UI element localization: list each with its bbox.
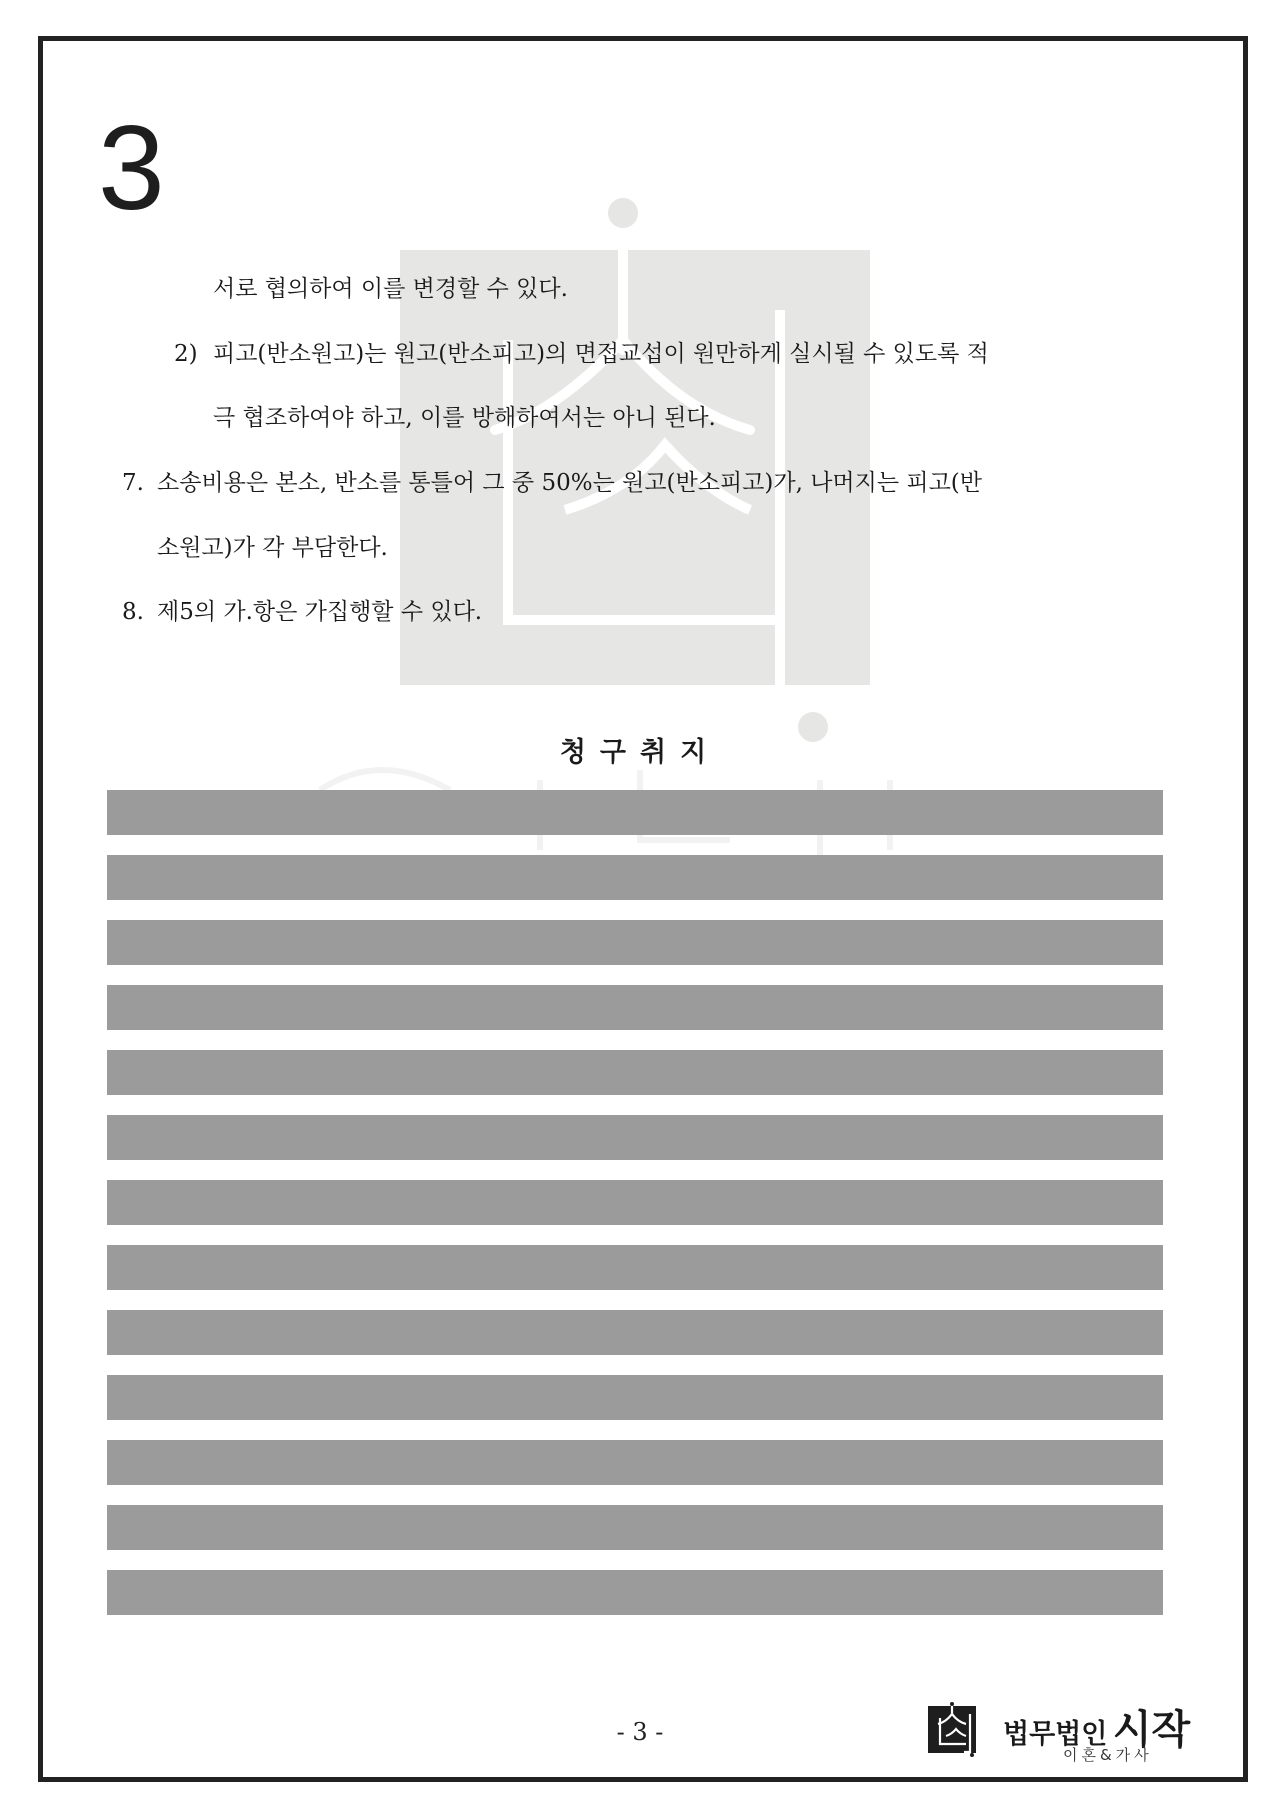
redaction-bar xyxy=(107,985,1163,1030)
redaction-bar xyxy=(107,1115,1163,1160)
firm-subtitle: 이혼&가사 xyxy=(1063,1746,1153,1764)
redaction-bar xyxy=(107,855,1163,900)
redaction-bar xyxy=(107,1245,1163,1290)
item-7-prefix: 7. xyxy=(122,470,144,496)
section-title: 청구취지 xyxy=(559,737,721,768)
redaction-bar xyxy=(107,1440,1163,1485)
redaction-bar xyxy=(107,1310,1163,1355)
item-7-line-2: 소원고)가 각 부담한다. xyxy=(157,535,388,561)
redaction-bar xyxy=(107,1180,1163,1225)
item-8-line-1: 제5의 가.항은 가집행할 수 있다. xyxy=(157,599,483,625)
redaction-bar xyxy=(107,1505,1163,1550)
item-8-prefix: 8. xyxy=(122,599,144,625)
item-7-line-1: 소송비용은 본소, 반소를 통틀어 그 중 50%는 원고(반소피고)가, 나머지는 피고(반 xyxy=(157,470,983,496)
redaction-bar xyxy=(107,920,1163,965)
firm-name-main: 시작 xyxy=(1112,1707,1191,1753)
redaction-bar xyxy=(107,1570,1163,1615)
item-2-line-2: 극 협조하여야 하고, 이를 방해하여서는 아니 된다. xyxy=(213,405,716,431)
redaction-bar xyxy=(107,1050,1163,1095)
redacted-lines xyxy=(107,790,1163,1635)
item-2-prefix: 2) xyxy=(174,341,198,367)
firm-logo-icon xyxy=(928,1702,983,1757)
footer-page-number: - 3 - xyxy=(616,1718,664,1746)
redaction-bar xyxy=(107,1375,1163,1420)
page-number-heading: 3 xyxy=(98,101,165,235)
item-2-line-1: 피고(반소원고)는 원고(반소피고)의 면접교섭이 원만하게 실시될 수 있도록 적 xyxy=(213,341,989,367)
firm-name-prefix: 법무법인 xyxy=(1003,1719,1108,1750)
body-line-1: 서로 협의하여 이를 변경할 수 있다. xyxy=(213,276,568,302)
redaction-bar xyxy=(107,790,1163,835)
